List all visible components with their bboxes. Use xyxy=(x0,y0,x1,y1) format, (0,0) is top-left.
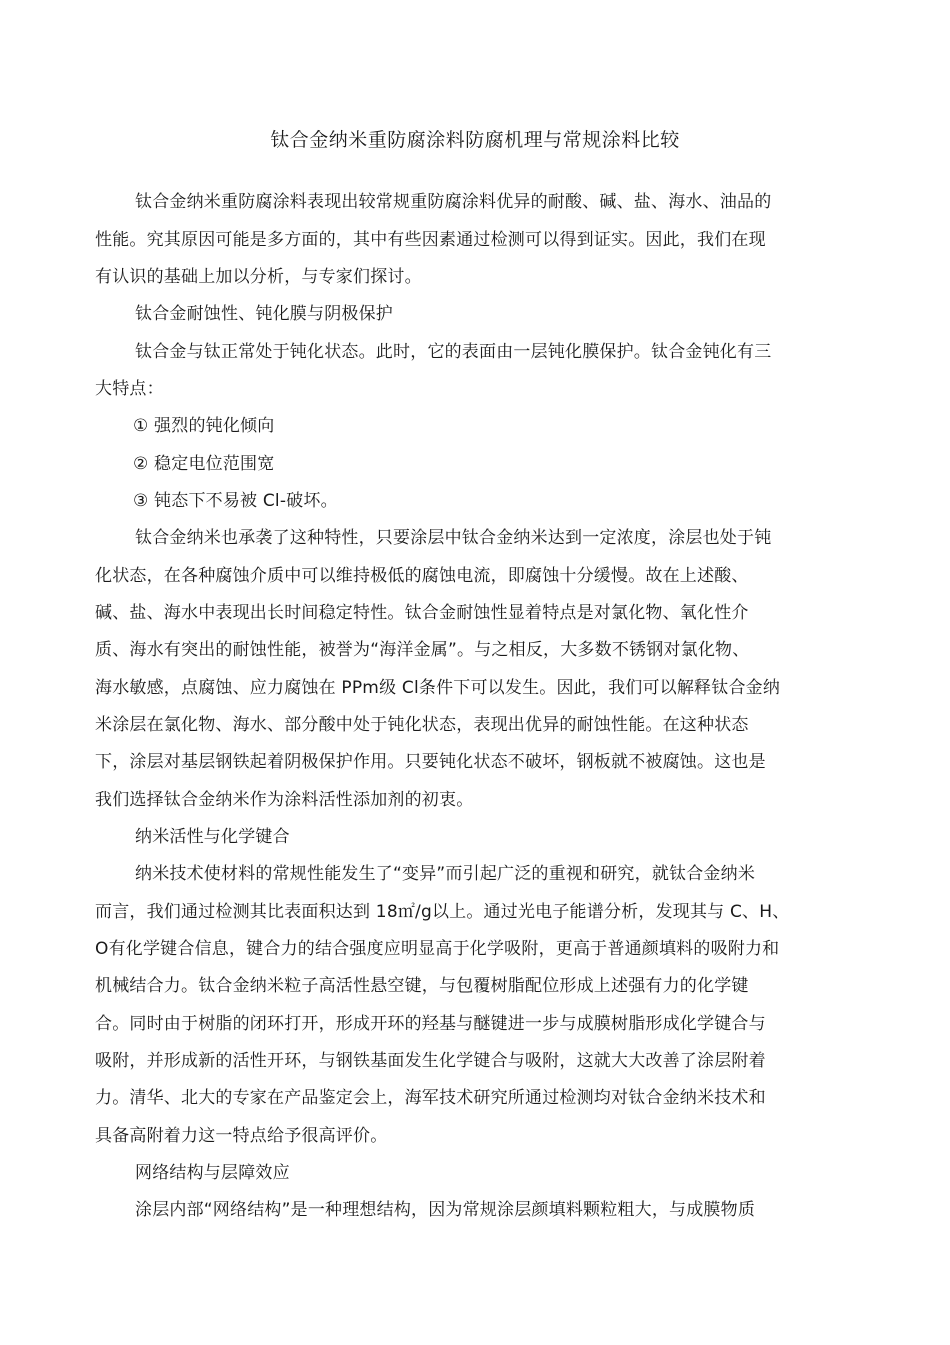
text-line: 合。同时由于树脂的闭环打开，形成开环的羟基与醚键进一步与成膜树脂形成化学键合与 xyxy=(95,1014,766,1034)
text-line: O有化学键合信息，键合力的结合强度应明显高于化学吸附，更高于普通颜填料的吸附力和 xyxy=(95,939,780,959)
list-item: ② 稳定电位范围宽 xyxy=(133,454,275,474)
section-heading: 钛合金耐蚀性、钝化膜与阴极保护 xyxy=(135,304,393,324)
document-title: 钛合金纳米重防腐涂料防腐机理与常规涂料比较 xyxy=(270,129,680,151)
text-line: 有认识的基础上加以分析，与专家们探讨。 xyxy=(95,267,422,287)
list-item: ① 强烈的钝化倾向 xyxy=(133,416,275,436)
text-line: 纳米技术使材料的常规性能发生了“变异”而引起广泛的重视和研究，就钛合金纳米 xyxy=(135,864,756,884)
text-line: 性能。究其原因可能是多方面的，其中有些因素通过检测可以得到证实。因此，我们在现 xyxy=(95,230,766,250)
text-line: 碱、盐、海水中表现出长时间稳定特性。钛合金耐蚀性显着特点是对氯化物、氧化性介 xyxy=(95,603,749,623)
text-line: 钛合金纳米重防腐涂料表现出较常规重防腐涂料优异的耐酸、碱、盐、海水、油品的 xyxy=(135,192,772,212)
text-line: 涂层内部“网络结构”是一种理想结构，因为常规涂层颜填料颗粒粗大，与成膜物质 xyxy=(135,1200,756,1220)
section-heading: 网络结构与层障效应 xyxy=(135,1163,290,1183)
text-line: 大特点： xyxy=(95,379,164,399)
text-line: 化状态，在各种腐蚀介质中可以维持极低的腐蚀电流，即腐蚀十分缓慢。故在上述酸、 xyxy=(95,566,749,586)
text-line: 力。清华、北大的专家在产品鉴定会上，海军技术研究所通过检测均对钛合金纳米技术和 xyxy=(95,1088,766,1108)
text-line: 具备高附着力这一特点给予很高评价。 xyxy=(95,1126,388,1146)
text-line: 质、海水有突出的耐蚀性能，被誉为“海洋金属”。与之相反，大多数不锈钢对氯化物、 xyxy=(95,640,750,660)
text-line: 而言，我们通过检测其比表面积达到 18㎡/g以上。通过光电子能谱分析，发现其与 C、H、 xyxy=(95,902,790,922)
text-line: 吸附，并形成新的活性开环，与钢铁基面发生化学键合与吸附，这就大大改善了涂层附着 xyxy=(95,1051,766,1071)
text-line: 机械结合力。钛合金纳米粒子高活性悬空键，与包覆树脂配位形成上述强有力的化学键 xyxy=(95,976,749,996)
text-line: 下，涂层对基层钢铁起着阴极保护作用。只要钝化状态不破坏，钢板就不被腐蚀。这也是 xyxy=(95,752,766,772)
text-line: 海水敏感，点腐蚀、应力腐蚀在 PPm级 Cl条件下可以发生。因此，我们可以解释钛合金纳 xyxy=(95,678,781,698)
section-heading: 纳米活性与化学键合 xyxy=(135,827,290,847)
text-line: 钛合金纳米也承袭了这种特性，只要涂层中钛合金纳米达到一定浓度，涂层也处于钝 xyxy=(135,528,772,548)
list-item: ③ 钝态下不易被 Cl-破坏。 xyxy=(133,491,338,511)
text-line: 米涂层在氯化物、海水、部分酸中处于钝化状态，表现出优异的耐蚀性能。在这种状态 xyxy=(95,715,749,735)
text-line: 钛合金与钛正常处于钝化状态。此时，它的表面由一层钝化膜保护。钛合金钝化有三 xyxy=(135,342,772,362)
text-line: 我们选择钛合金纳米作为涂料活性添加剂的初衷。 xyxy=(95,790,474,810)
